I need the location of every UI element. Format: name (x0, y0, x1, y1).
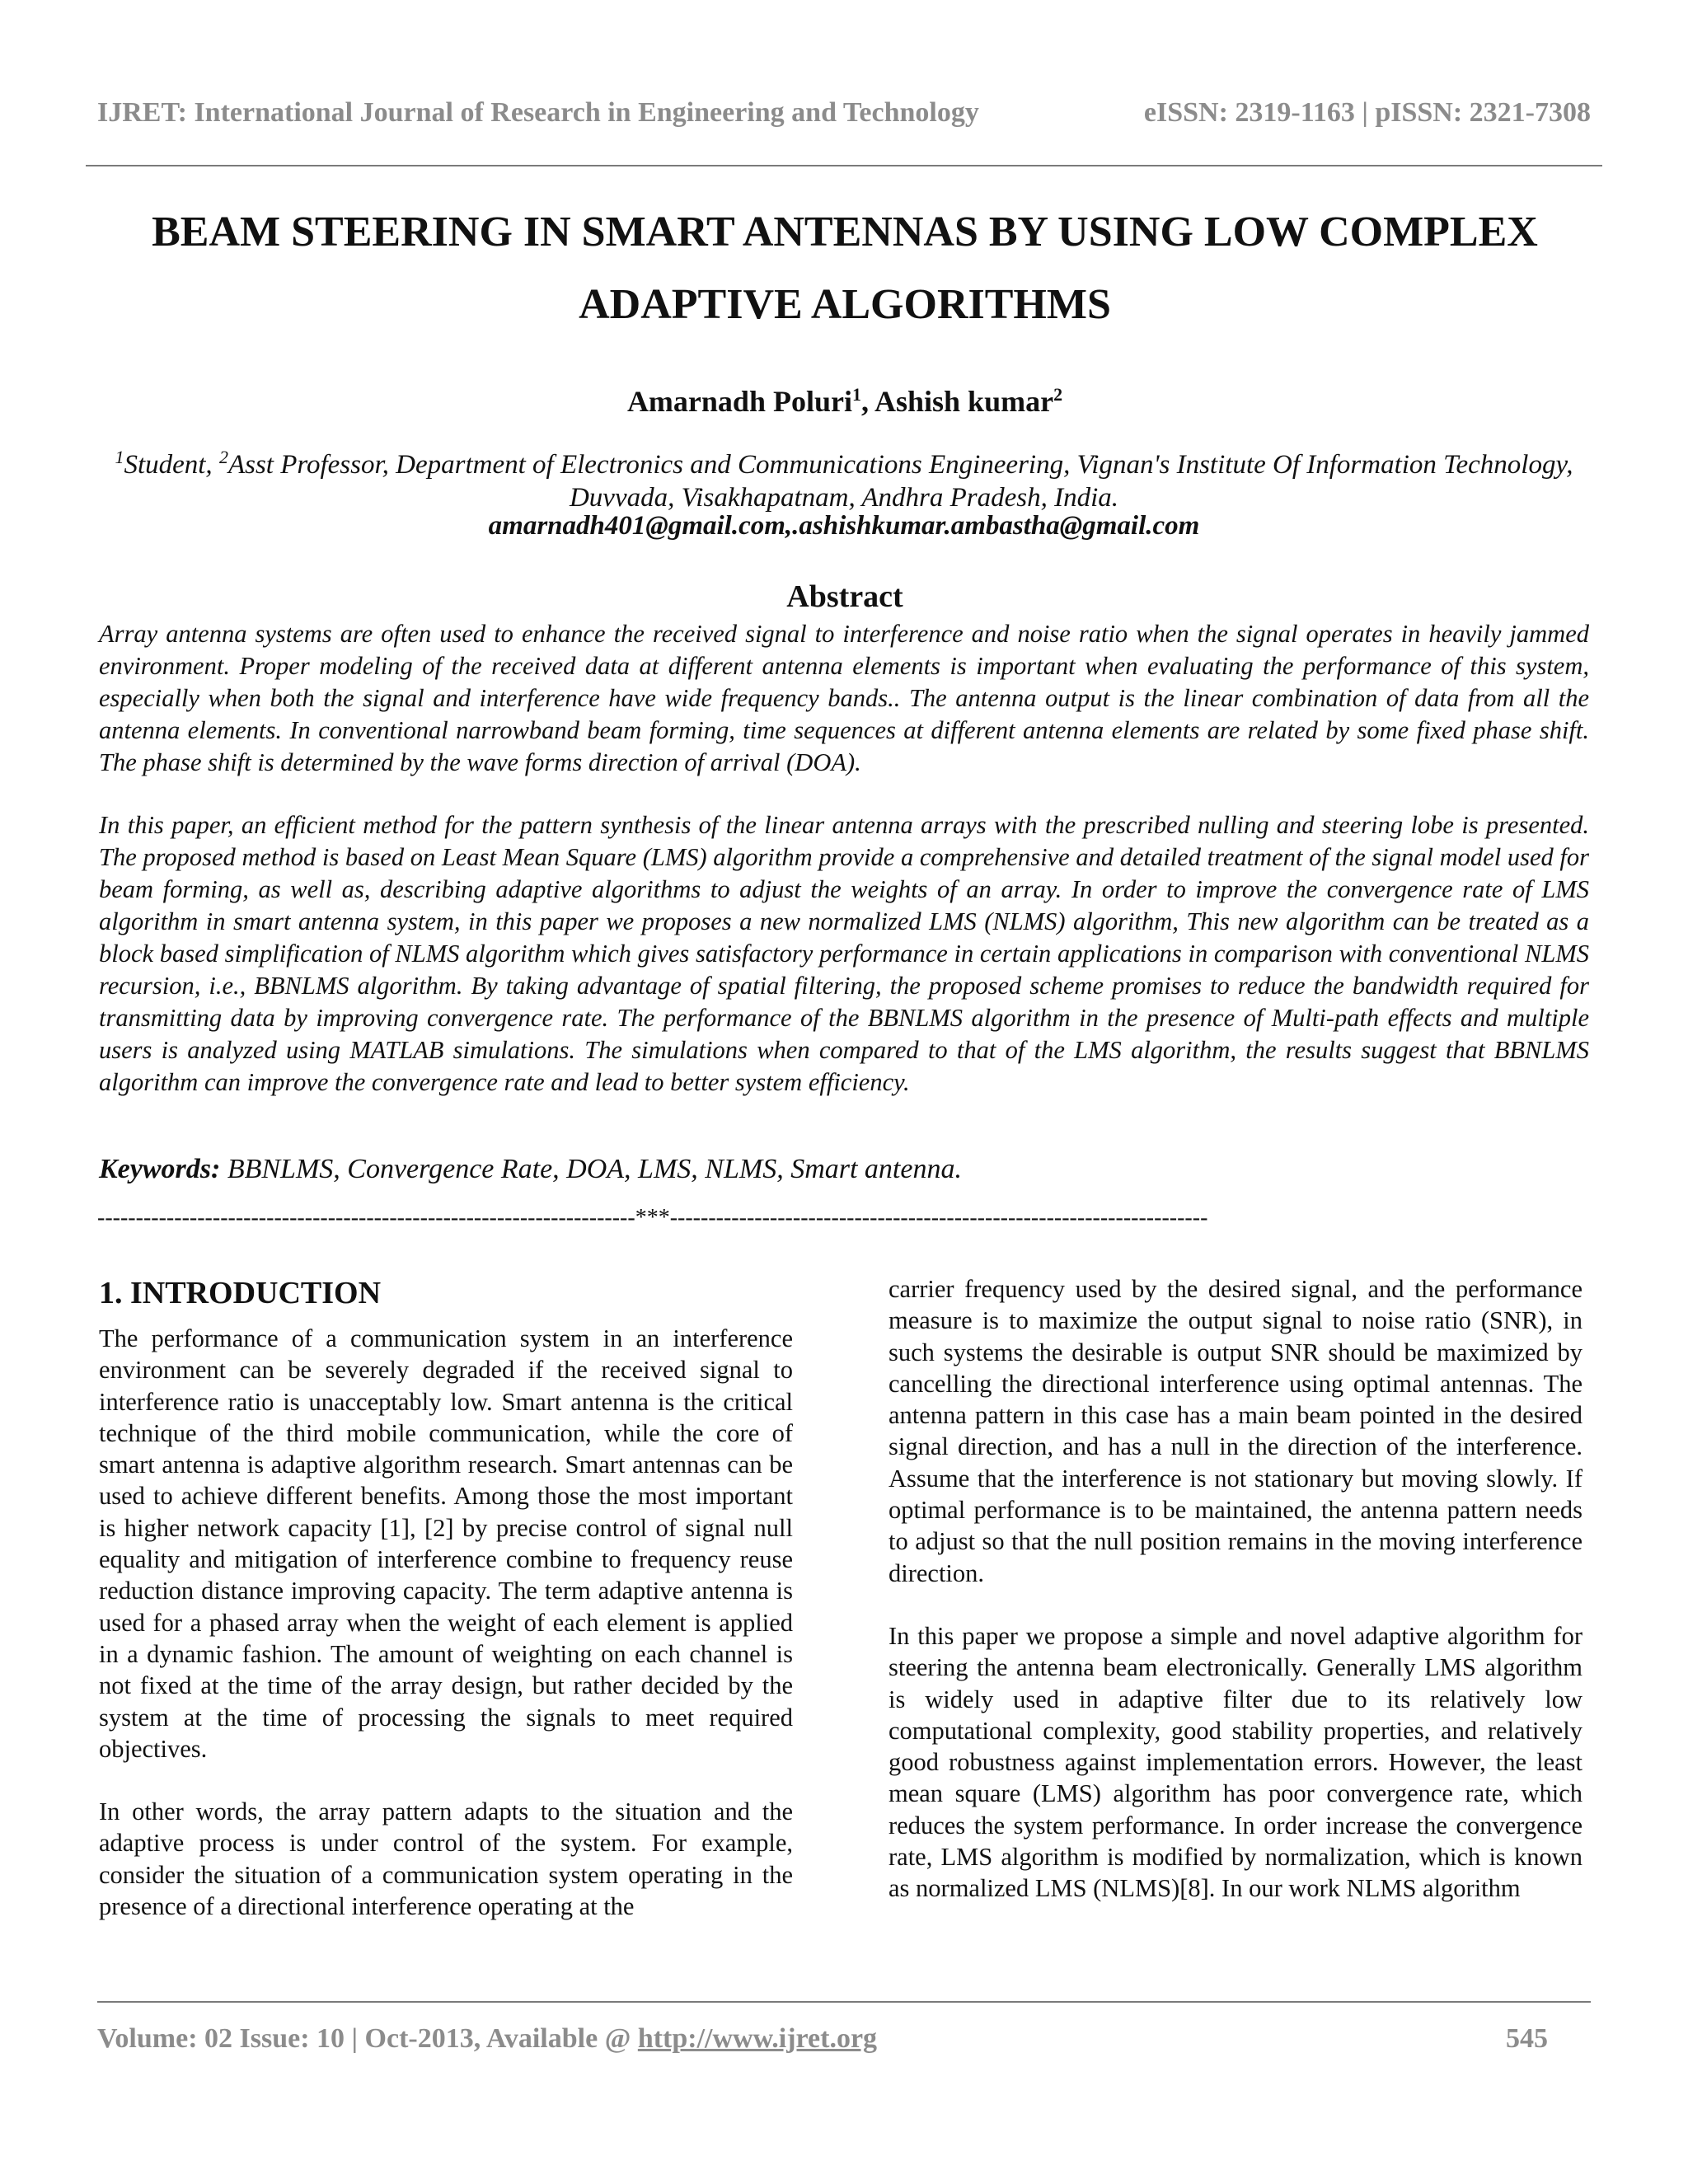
abstract-heading: Abstract (786, 579, 903, 614)
author-1: Amarnadh Poluri (626, 385, 852, 418)
affil-role-1: Student, (124, 450, 219, 480)
paper-title (82, 196, 1607, 341)
running-header (97, 97, 1591, 129)
keywords-text: BBNLMS, Convergence Rate, DOA, LMS, NLMS, Smart antenna. (220, 1154, 962, 1184)
journal-name: IJRET: International Journal of Research in Engineering and Technology (97, 97, 979, 128)
left-column (99, 1273, 793, 1953)
affil-mark-2: 2 (218, 447, 228, 467)
affiliation (97, 441, 1591, 514)
journal-url-link[interactable]: http://www.ijret.org (637, 2023, 878, 2054)
footer-rule (97, 2001, 1591, 2003)
author-2: Ashish kumar (874, 385, 1054, 418)
author-separator: , (860, 385, 874, 418)
intro-left-paragraph-2: In other words, the array pattern adapts to the situation and the adaptive process is under control of the system. For example, consider the situation of a communication system operating in the presence of a directional interference operating at the (99, 1797, 793, 1921)
title-line-2: ADAPTIVE ALGORITHMS (579, 281, 1111, 328)
issn-numbers: eISSN: 2319-1163 | pISSN: 2321-7308 (1143, 97, 1591, 128)
keywords-label: Keywords: (99, 1154, 221, 1184)
intro-left-paragraph-1: The performance of a communication system in an interference environment can be severely degraded if the received signal to interference ratio is unacceptably low. Smart antenna is the critical technique of the third mobile communication, while the core of smart antenna is adaptive algorithm research. Smart antennas can be used to achieve different benefits. Among those the most important is higher network capacity [1], [2] by precise control of signal null equality and mitigation of interference combine to frequency reuse reduction distance improving capacity. The term adaptive antenna is used for a phased array when the weight of each element is applied in a dynamic fashion. The amount of weighting on each channel is not fixed at the time of the array design, but rather decided by the system at the time of processing the signals to meet required objectives. (99, 1324, 793, 1763)
affil-mark-1: 1 (115, 447, 124, 467)
intro-right-paragraph-1: carrier frequency used by the desired signal, and the performance measure is to maximize the output signal to noise ratio (SNR), in such systems the desirable is output SNR should be maximized by cancelling the directional interference using optimal antennas. The antenna pattern in this case has a main beam pointed in the desired signal direction, and has a null in the direction of the interference. Assume that the interference is not stationary but moving slowly. If optimal performance is to be maintained, the antenna pattern needs to adjust so that the null position remains in the moving interference direction. (889, 1275, 1582, 1587)
affil-text: Asst Professor, Department of Electronics and Communications Engineering, Vignan's Institute Of Information Technology, Duvvada, Visakhapatnam, Andhra Pradesh, India. (227, 450, 1573, 513)
intro-right-paragraph-2: In this paper we propose a simple and novel adaptive algorithm for steering the antenna beam electronically. Generally LMS algorithm is widely used in adaptive filter due to its relatively low computational complexity, good stability properties, and relatively good robustness against implementation errors. However, the least mean square (LMS) algorithm has poor convergence rate, which reduces the system performance. In order increase the convergence rate, LMS algorithm is modified by normalization, which is known as normalized LMS (NLMS)[8]. In our work NLMS algorithm (889, 1621, 1582, 1903)
footer-volume (97, 2023, 877, 2055)
right-column (889, 1273, 1582, 1936)
running-footer (97, 2023, 1548, 2055)
keywords (99, 1154, 1589, 1185)
title-line-1: BEAM STEERING IN SMART ANTENNAS BY USING LOW COMPLEX (152, 209, 1538, 255)
header-rule (86, 165, 1602, 166)
author-2-affil-mark: 2 (1053, 384, 1063, 405)
section-separator: ----------------------------------------------------------------------***---------------------------------------------------------------------- (97, 1205, 1208, 1230)
author-emails: amarnadh401@gmail.com,.ashishkumar.ambastha@gmail.com (488, 511, 1200, 541)
author-1-affil-mark: 1 (851, 384, 861, 405)
introduction-heading: 1. INTRODUCTION (99, 1276, 382, 1310)
author-list (82, 384, 1607, 419)
footer-volume-text: Volume: 02 Issue: 10 | Oct-2013, Available @ (97, 2023, 638, 2054)
page-number: 545 (1506, 2023, 1548, 2054)
abstract-paragraph-2: In this paper, an efficient method for the pattern synthesis of the linear antenna arrays with the prescribed nulling and steering lobe is presented. The proposed method is based on Least Mean Square (LMS) algorithm provide a comprehensive and detailed treatment of the signal model used for beam forming, as well as, describing adaptive algorithms to adjust the weights of an array. In order to improve the convergence rate of LMS algorithm in smart antenna system, in this paper we proposes a new normalized LMS (NLMS) algorithm, This new algorithm can be treated as a block based simplification of NLMS algorithm which gives satisfactory performance in certain applications in comparison with conventional NLMS recursion, i.e., BBNLMS algorithm. By taking advantage of spatial filtering, the proposed scheme promises to reduce the bandwidth required for transmitting data by improving convergence rate. The performance of the BBNLMS algorithm in the presence of Multi-path effects and multiple users is analyzed using MATLAB simulations. The simulations when compared to that of the LMS algorithm, the results suggest that BBNLMS algorithm can improve the convergence rate and lead to better system efficiency. (99, 811, 1589, 1096)
abstract-paragraph-1: Array antenna systems are often used to enhance the received signal to interference and noise ratio when the signal operates in heavily jammed environment. Proper modeling of the received data at different antenna elements is important when evaluating the performance of this system, especially when both the signal and interference have wide frequency bands.. The antenna output is the linear combination of data from all the antenna elements. In conventional narrowband beam forming, time sequences at different antenna elements are related by some fixed phase shift. The phase shift is determined by the wave forms direction of arrival (DOA). (99, 620, 1589, 776)
